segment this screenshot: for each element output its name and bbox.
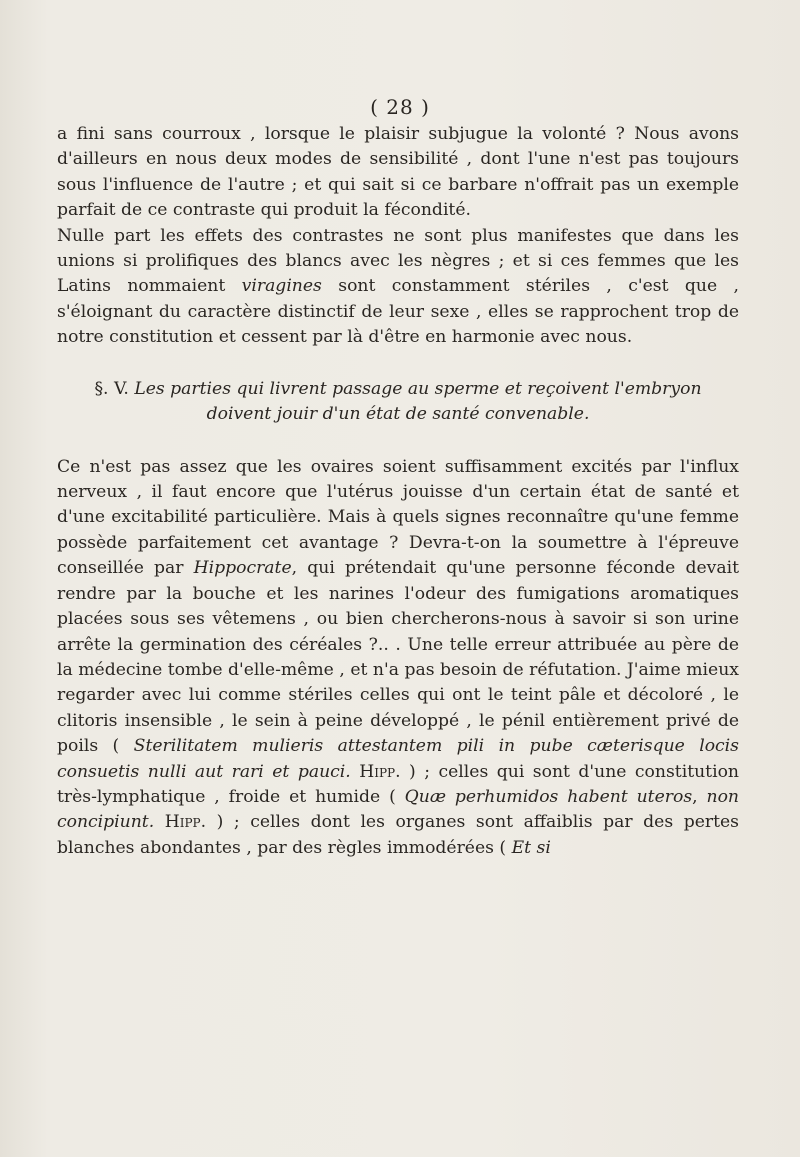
p3-seg-5: Hipp.: [359, 761, 401, 782]
p3-seg-0: Ce n'est pas assez que les ovaires soient suffisamment excités par l'influx nerveux , il faut encore que l'utérus jouisse d'un certain état de santé et d'une excitabilité particulière. Mais à quels signes reconnaître qu'une femme possède parfaitement cet avantage ? Devra-t-on la soumettre à l'épreuve conseillée par: [57, 456, 739, 579]
p3-seg-13: Et si: [511, 837, 551, 858]
page-body: [57, 122, 739, 861]
section-title: Les parties qui livrent passage au sperme et reçoivent l'embryon doivent jouir d'un état de santé convenable.: [134, 378, 702, 424]
p3-seg-1: Hippocrate: [193, 558, 292, 579]
page-number: ( 28 ): [370, 95, 430, 119]
section-mark: §. V.: [94, 378, 129, 399]
paragraph-2-text-a: Nulle part les effets des contrastes ne sont plus manifestes que dans les unions si prolifiques des blancs avec les nègres ; et si ces femmes que les Latins nommaient: [57, 225, 739, 297]
paragraph-2: [57, 224, 739, 351]
paragraph-1: [57, 122, 739, 224]
p3-seg-12: ) ; celles dont les organes sont affaiblis par des pertes blanches abondantes , par des règles immodérées (: [57, 812, 740, 858]
p3-seg-8: ,: [692, 786, 707, 807]
p3-seg-2: , qui prétendait qu'une personne féconde devait rendre par la bouche et les narines l'odeur des fumigations aromatiques placées sous ses vêtemens , ou bien chercherons-nous à savoir si son urine arrête la germination des céréales ?.. . Une telle erreur attribuée au père de la médecine tombe d'elle-même , et n'a pas besoin de réfutation. J'aime mieux regarder avec lui comme stériles celles qui ont le teint pâle et décoloré , le clitoris insensible , le sein à peine développé , le pénil entièrement privé de poils (: [57, 558, 739, 757]
p3-seg-11: Hipp.: [164, 812, 207, 833]
paragraph-2-italic: viragines: [241, 276, 322, 297]
p3-seg-6: ) ; celles qui sont d'une constitution très-lymphatique , froide et humide (: [57, 761, 739, 807]
section-heading: [57, 377, 739, 427]
p3-seg-9: non concipiunt.: [57, 786, 740, 833]
p3-seg-4: [351, 762, 359, 782]
paragraph-1-text: a fini sans courroux , lorsque le plaisir subjugue la volonté ? Nous avons d'ailleurs en nous deux modes de sensibilité , dont l'une n'est pas toujours sous l'influence de l'autre ; et qui sait si ce barbare n'offrait pas un exemple parfait de ce contraste qui produit la fécondité.: [57, 124, 739, 221]
paragraph-3: [57, 455, 739, 862]
p3-seg-3: Sterilitatem mulieris attestantem pili in pube cæterisque locis consuetis nulli aut rari et pauci.: [57, 736, 739, 782]
p3-seg-10: [154, 812, 165, 832]
paragraph-2-text-b: sont constamment stériles , c'est que , s'éloignant du caractère distinctif de leur sexe , elles se rapprochent trop de notre constitution et cessent par là d'être en harmonie avec nous.: [57, 276, 739, 348]
p3-seg-7: Quæ perhumidos habent uteros: [404, 786, 693, 807]
